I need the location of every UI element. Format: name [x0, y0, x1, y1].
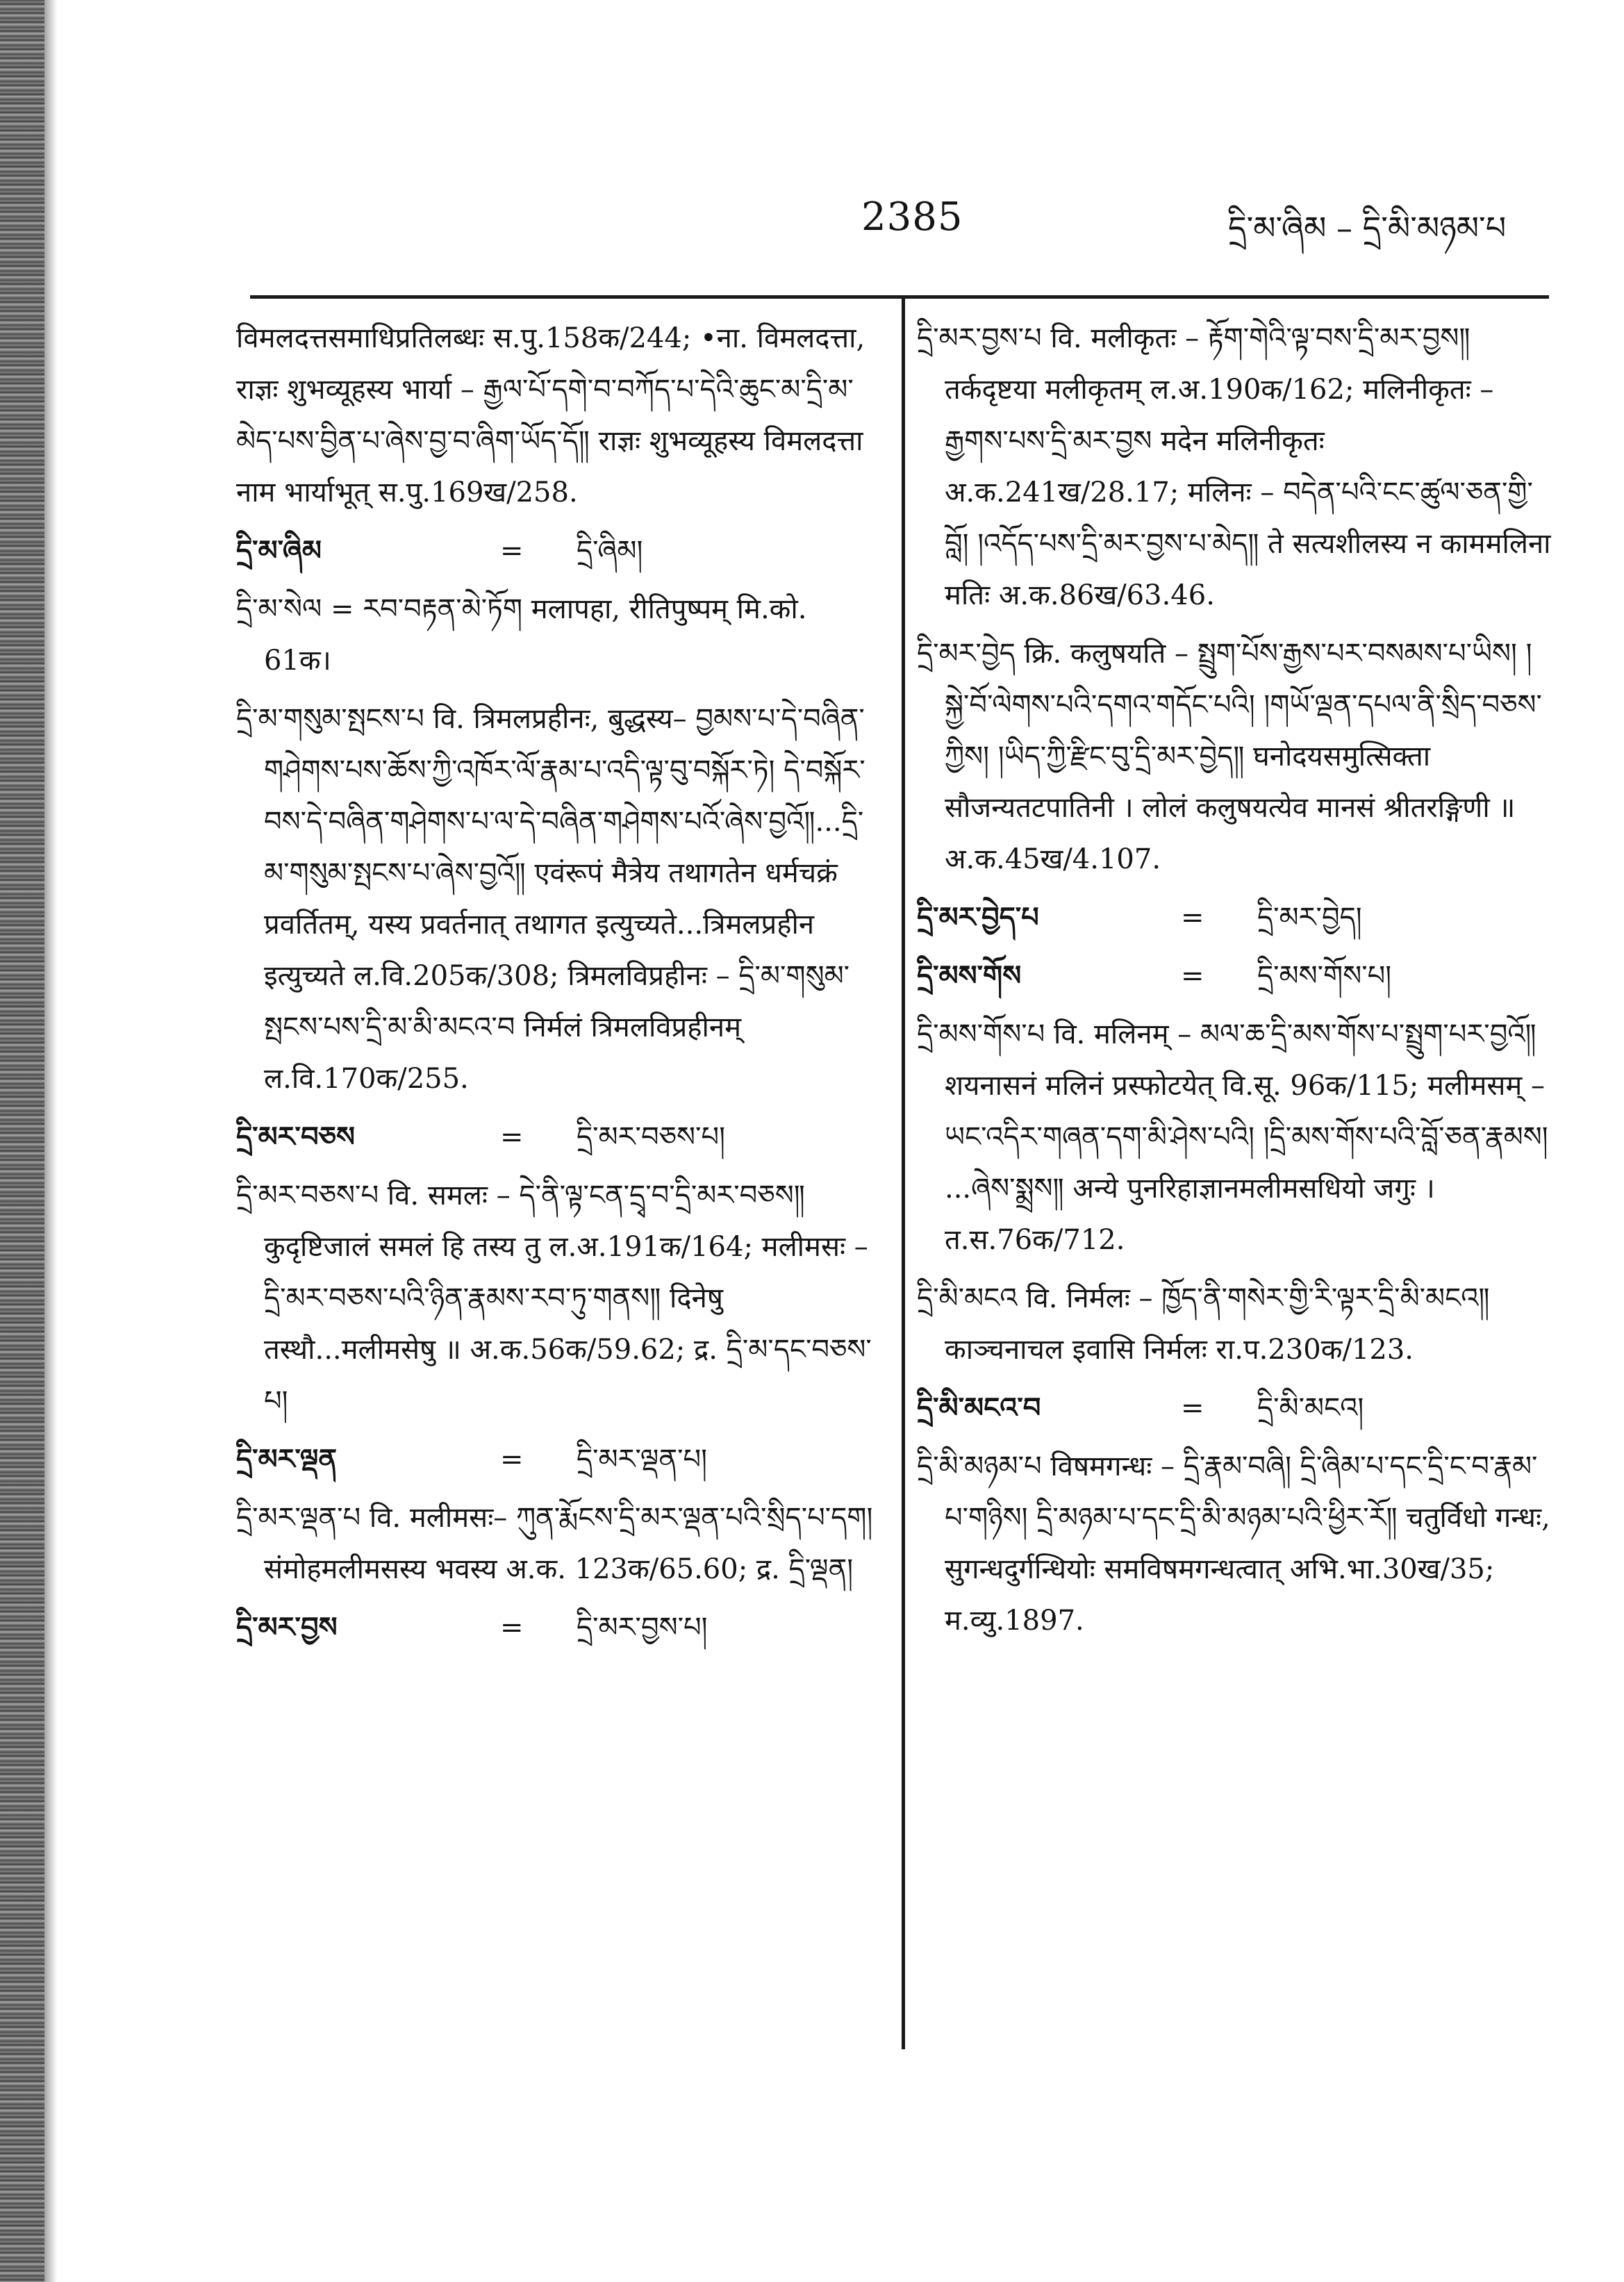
- equals-sign: =: [1181, 902, 1204, 934]
- entry-headword: དྲི་མི་མངའ་བ: [917, 1391, 1041, 1424]
- column-divider: [902, 299, 905, 2049]
- equals-sign: =: [1181, 1392, 1204, 1424]
- entry-headword: དྲི་མར་བཅས: [236, 1121, 356, 1153]
- cross-reference-entry: [236, 525, 875, 577]
- cross-reference-target: དྲི་མར་བྱེད།: [1257, 902, 1362, 934]
- equals-sign: =: [1181, 960, 1204, 992]
- dictionary-entry: དྲི་མར་བྱེད क्रि. कलुषयति – སྤྲུག་པོས་རྒྱས་པར་བསམས་པ་ཡིས། །སྐྱེ་བོ་ལེགས་པའི་དགའ་གདོང་པའི། །གཡོ་ལྡན་དཔལ་ནི་སྲིད་བཅས་ཀྱིས། །ཡིད་ཀྱི་རྫིང་བུ་དྲི་མར་བྱེད༎ घनोदयसमुत्सिक्ता सौजन्यतटपातिनी । लोलं कलुषयत्येव मानसं श्रीतरङ्गिणी ॥ अ.क.45ख/4.107.: [917, 638, 1542, 875]
- cross-reference-entry: [236, 1434, 875, 1485]
- entry-headword: དྲི་མར་བྱེད་པ: [917, 901, 1039, 934]
- dictionary-entry: དྲི་མར་ལྡན་པ वि. मलीमसः– ཀུན་རྨོངས་དྲི་མར་ལྡན་པའི་སྲིད་པ་དག། संमोहमलीमसस्य भवस्य अ.क. 123क/65.60; द्र. དྲི་ལྡན།: [236, 1502, 873, 1585]
- cross-reference-target: དྲི་མི་མངའ།: [1257, 1392, 1364, 1424]
- entry-headword: དྲི་མས་གོས: [917, 959, 1022, 992]
- dictionary-entry: དྲི་མ་གསུམ་སྤངས་པ वि. त्रिमलप्रहीनः, बुद्धस्य– བྱམས་པ་དེ་བཞིན་གཤེགས་པས་ཆོས་ཀྱི་འཁོར་ལོ་རྣམ་པ་འདི་ལྟ་བུ་བསྐོར་ཏེ། དེ་བསྐོར་བས་དེ་བཞིན་གཤེགས་པ་ལ་དེ་བཞིན་གཤེགས་པའོ་ཞེས་བྱའོ༎...དྲི་མ་གསུམ་སྤངས་པ་ཞེས་བྱའོ༎ एवंरूपं मैत्रेय तथागतेन धर्मचक्रं प्रवर्तितम्, यस्य प्रवर्तनात् तथागत इत्युच्यते...त्रिमलप्रहीन इत्युच्यते ल.वि.205क/308; त्रिमलविप्रहीनः – དྲི་མ་གསུམ་སྤངས་པས་དྲི་མ་མི་མངའ་བ निर्मलं त्रिमलविप्रहीनम् ल.वि.170क/255.: [236, 703, 865, 1095]
- dictionary-entry: དྲི་མར་བྱས་པ वि. मलीकृतः – རྟོག་གེའི་ལྟ་བས་དྲི་མར་བྱས༎ तर्कदृष्टया मलीकृतम् ल.अ.190क/162; मलिनीकृतः – རྒྱགས་པས་དྲི་མར་བྱས मदेन मलिनीकृतः अ.क.241ख/28.17; मलिनः – བདེན་པའི་ངང་ཚུལ་ཅན་གྱི་བློ། །འདོད་པས་དྲི་མར་བྱས་པ་མེད༎ ते सत्यशीलस्य न काममलिना मतिः अ.क.86ख/63.46.: [917, 322, 1551, 611]
- cross-reference-target: དྲི་ཞིམ།: [577, 535, 643, 567]
- page-binding-edge: [0, 0, 44, 2282]
- cross-reference-entry: [917, 950, 1556, 1002]
- left-column: [236, 313, 875, 1660]
- equals-sign: =: [500, 535, 524, 567]
- page-number: 2385: [861, 195, 963, 240]
- equals-sign: =: [500, 1121, 524, 1153]
- cross-reference-target: དྲི་མར་ལྡན་པ།: [577, 1444, 707, 1475]
- cross-reference-target: དྲི་མར་བཅས་པ།: [577, 1121, 725, 1153]
- equals-sign: =: [500, 1444, 524, 1475]
- continued-entry: विमलदत्तसमाधिप्रतिलब्धः स.पु.158क/244; •ना. विमलदत्ता, राज्ञः शुभव्यूहस्य भार्या – རྒྱལ་པོ་དགེ་བ་བཀོད་པ་དེའི་ཆུང་མ་དྲི་མ་མེད་པས་བྱིན་པ་ཞེས་བྱ་བ་ཞིག་ཡོད་དོ༎ राज्ञः शुभव्यूहस्य विमलदत्ता नाम भार्याभूत् स.पु.169ख/258.: [236, 322, 865, 509]
- running-head: དྲི་མ་ཞིམ – དྲི་མི་མཉམ་པ: [1228, 209, 1507, 247]
- equals-sign: =: [500, 1612, 524, 1644]
- cross-reference-entry: [917, 1382, 1556, 1434]
- entry-headword: དྲི་མར་བྱས: [236, 1611, 338, 1644]
- entry-headword: དྲི་མར་ལྡན: [236, 1443, 338, 1475]
- dictionary-entry: དྲི་མར་བཅས་པ वि. समलः – དེ་ནི་ལྟ་ངན་དྲྭ་བ་དྲི་མར་བཅས༎ कुदृष्टिजालं समलं हि तस्य तु ल.अ.191क/164; मलीमसः – དྲི་མར་བཅས་པའི་ཉིན་རྣམས་རབ་ཏུ་གནས༎ दिनेषु तस्थौ...मलीमसेषु ॥ अ.क.56क/59.62; द्र. དྲི་མ་དང་བཅས་པ།: [236, 1180, 872, 1417]
- dictionary-entry: དྲི་མི་མཉམ་པ विषमगन्धः – དྲི་རྣམ་བཞི། དྲི་ཞིམ་པ་དང་དྲི་ང་བ་རྣམ་པ་གཉིས། དྲི་མཉམ་པ་དང་དྲི་མི་མཉམ་པའི་ཕྱིར་རོ༎ चतुर्विधो गन्धः, सुगन्धदुर्गन्धियोः समविषमगन्धत्वात् अभि.भा.30ख/35; म.व्यु.1897.: [917, 1450, 1550, 1637]
- cross-reference-target: དྲི་མས་གོས་པ།: [1257, 960, 1392, 992]
- right-column: [917, 313, 1556, 1653]
- dictionary-entry: དྲི་མི་མངའ वि. निर्मलः – ཁྱོད་ནི་གསེར་གྱི་རི་ལྟར་དྲི་མི་མངའ༎ काञ्चनाचल इवासि निर्मलः रा.प.230क/123.: [917, 1282, 1490, 1366]
- entry-headword: དྲི་མ་ཞིམ: [236, 534, 322, 567]
- cross-reference-target: དྲི་མར་བྱས་པ།: [577, 1612, 708, 1644]
- dictionary-entry: དྲི་མ་སེལ = རབ་བརྟན་མེ་ཏོག मलापहा, रीतिपुष्पम् मि.को. 61क।: [236, 593, 807, 677]
- cross-reference-entry: [236, 1602, 875, 1653]
- dictionary-entry: དྲི་མས་གོས་པ वि. मलिनम् – མལ་ཆ་དྲི་མས་གོས་པ་སྤྲུག་པར་བྱའོ༎ शयनासनं मलिनं प्रस्फोटयेत् वि.सू. 96क/115; मलीमसम् – ཡང་འདིར་གཞན་དག་མི་ཤེས་པའི། །དྲི་མས་གོས་པའི་བློ་ཅན་རྣམས། ...ཞེས་སྨྲས༎ अन्ये पुनरिहाज्ञानमलीमसधियो जगुः । त.स.76क/712.: [917, 1018, 1548, 1256]
- cross-reference-entry: [917, 892, 1556, 943]
- cross-reference-entry: [236, 1111, 875, 1163]
- header-rule: [250, 295, 1549, 299]
